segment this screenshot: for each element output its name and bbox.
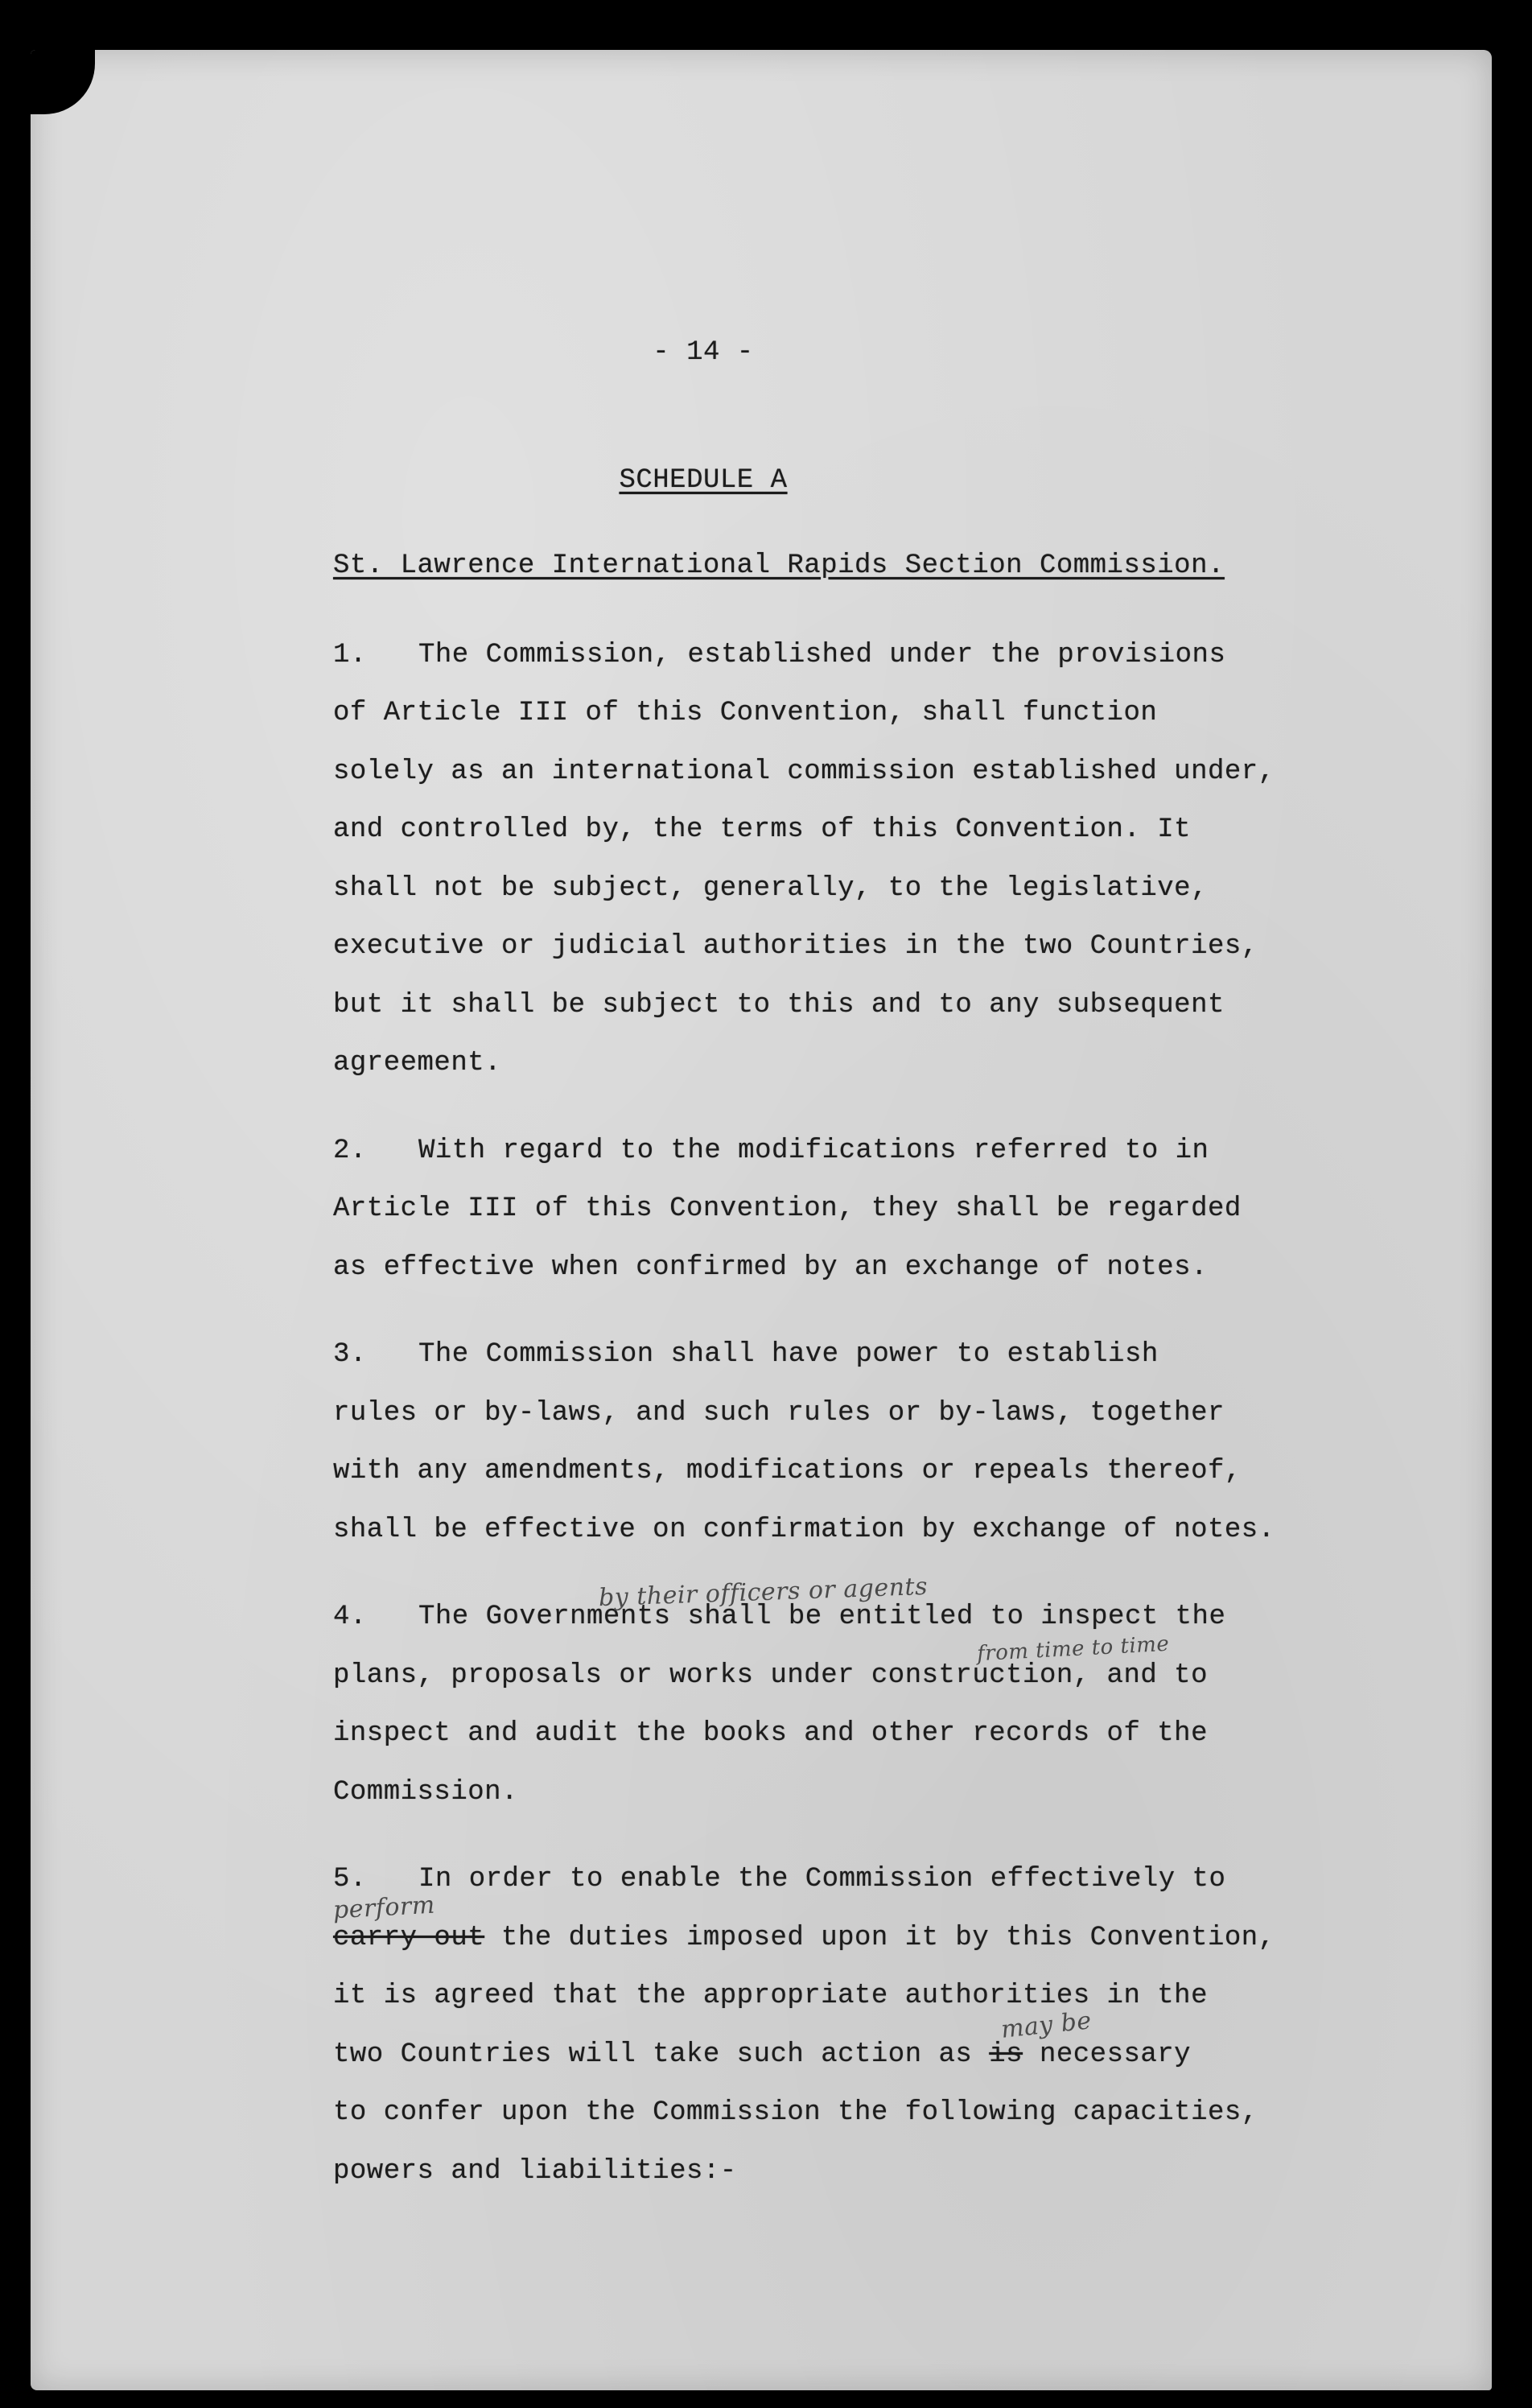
clause-line: shall not be subject, generally, to the legislative, <box>333 872 1208 904</box>
clause-number: 1. <box>333 639 367 670</box>
clause-line: Article III of this Convention, they shall be regarded <box>333 1194 1242 1224</box>
clause-line: shall be effective on confirmation by exchange of notes. <box>333 1514 1275 1545</box>
clause-line: but it shall be subject to this and to any subsequent <box>333 989 1225 1021</box>
clause-line: agreement. <box>333 1048 502 1078</box>
handwritten-insert: by their officers or agents <box>598 1572 929 1613</box>
clause-line: executive or judicial authorities in the two Countries, <box>333 931 1258 962</box>
clause-number: 4. <box>333 1602 367 1632</box>
handwritten-insert: perform <box>332 1891 436 1925</box>
commission-title: St. Lawrence International Rapids Section Commission. <box>333 550 1225 581</box>
handwritten-insert: from time to time <box>976 1631 1170 1667</box>
clause-line: powers and liabilities:- <box>333 2155 737 2187</box>
typed-text <box>333 324 1379 2229</box>
clause-line: two Countries will take such action as is necessary <box>333 2039 1192 2070</box>
clause-5 <box>333 1850 1379 2200</box>
clause-line: rules or by-laws, and such rules or by-laws, together <box>333 1397 1225 1429</box>
clause-line: inspect and audit the books and other records of the <box>333 1718 1208 1749</box>
clause-number: 5. <box>333 1864 367 1895</box>
clause-line: as effective when confirmed by an exchange of notes. <box>333 1251 1208 1283</box>
struck-text: carry out <box>333 1922 485 1953</box>
clause-line: with any amendments, modifications or repeals thereof, <box>333 1456 1242 1486</box>
page-number: - 14 - <box>653 337 754 368</box>
clause-line: it is agreed that the appropriate authorities in the <box>333 1981 1208 2011</box>
clause-line: of Article III of this Convention, shall function <box>333 698 1158 728</box>
schedule-title: SCHEDULE A <box>619 464 788 496</box>
clause-number: 3. <box>333 1339 367 1370</box>
handwritten-insert: may be <box>999 2006 1093 2044</box>
clause-line: 1. The Commission, established under the provisions <box>333 626 1379 685</box>
clause-4 <box>333 1572 1379 1821</box>
clause-line: and controlled by, the terms of this Convention. It <box>333 814 1192 845</box>
clause-line: 4. The Governments shall be entitled to inspect the <box>333 1588 1379 1647</box>
clause-line: 5. In order to enable the Commission effectively to <box>333 1850 1379 1909</box>
clause-line: 3. The Commission shall have power to establish <box>333 1326 1379 1384</box>
document-page <box>31 50 1492 2390</box>
clause-line: solely as an international commission established under, <box>333 756 1275 787</box>
clause-line: carry out the duties imposed upon it by this Convention, <box>333 1922 1275 1953</box>
clause-1 <box>333 626 1379 1093</box>
clause-line: to confer upon the Commission the following capacities, <box>333 2097 1258 2128</box>
struck-text: is <box>989 2039 1023 2070</box>
torn-corner <box>31 50 95 114</box>
clause-line: 2. With regard to the modifications referred to in <box>333 1122 1379 1181</box>
clause-line: plans, proposals or works under construction, and to <box>333 1660 1208 1691</box>
clause-line: Commission. <box>333 1776 518 1808</box>
clause-number: 2. <box>333 1135 367 1166</box>
clause-3 <box>333 1326 1379 1559</box>
clause-2 <box>333 1122 1379 1297</box>
